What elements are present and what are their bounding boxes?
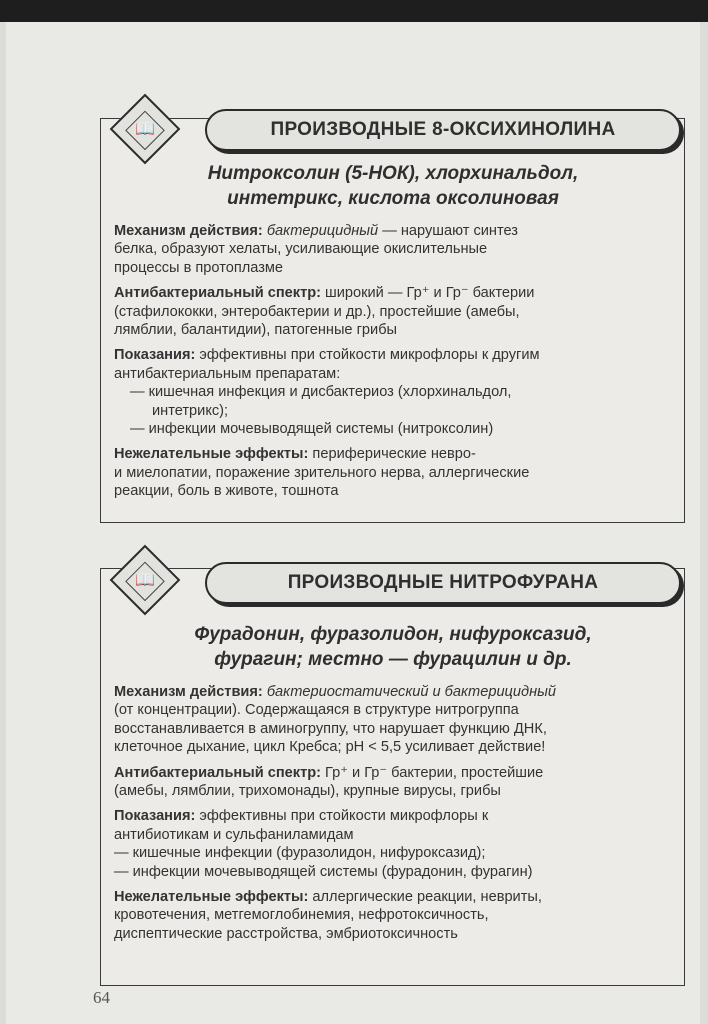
text: эффективны при стойкости микрофлоры к	[195, 808, 489, 825]
text: — кишечные инфекции (фуразолидон, нифуроксазид);	[114, 845, 486, 862]
indications-paragraph	[114, 807, 676, 844]
text: процессы в протоплазме	[114, 259, 284, 276]
term-label: Нежелательные эффекты:	[114, 889, 309, 906]
page-number: 64	[93, 988, 110, 1007]
text: реакции, боль в животе, тошнота	[114, 483, 339, 500]
text: периферические невро-	[308, 446, 476, 463]
text: — кишечная инфекция и дисбактериоз (хлорхинальдол,	[130, 384, 512, 401]
text: клеточное дыхание, цикл Кребса; pH < 5,5 усиливает действие!	[114, 739, 546, 756]
list-item	[114, 844, 676, 862]
section-body	[114, 222, 676, 501]
term-label: Нежелательные эффекты:	[114, 446, 309, 463]
drug-list-line: интетрикс, кислота оксолиновая	[227, 188, 559, 209]
drug-list	[108, 622, 678, 672]
section-title: ПРОИЗВОДНЫЕ 8-ОКСИХИНОЛИНА	[205, 109, 681, 151]
list-item	[114, 863, 676, 881]
drug-list-line: Нитроксолин (5-НОК), хлорхинальдол,	[207, 163, 579, 184]
section-title: ПРОИЗВОДНЫЕ НИТРОФУРАНА	[205, 562, 681, 604]
text: восстанавливается в аминогруппу, что нарушает функцию ДНК,	[114, 720, 547, 737]
text: Гр⁺ и Гр⁻ бактерии, простейшие	[321, 764, 544, 781]
text: широкий — Гр⁺ и Гр⁻ бактерии	[321, 285, 535, 302]
text: (стафилококки, энтеробактерии и др.), простейшие (амебы,	[114, 303, 520, 320]
list-item	[114, 383, 676, 401]
term-label: Показания:	[114, 347, 196, 364]
mechanism-paragraph	[114, 683, 676, 757]
text: кровотечения, метгемоглобинемия, нефротоксичность,	[114, 907, 489, 924]
text: интетрикс);	[152, 402, 229, 419]
spectrum-paragraph	[114, 764, 676, 801]
text: (от концентрации). Содержащаяся в структуре нитрогруппа	[114, 702, 519, 719]
section-body	[114, 683, 676, 943]
term-label: Антибактериальный спектр:	[114, 764, 321, 781]
text: лямблии, балантидии), патогенные грибы	[114, 322, 398, 339]
text: антибактериальным препаратам:	[114, 365, 341, 382]
term-label: Механизм действия:	[114, 223, 263, 239]
text: (амебы, лямблии, трихомонады), крупные вирусы, грибы	[114, 783, 501, 800]
indications-paragraph	[114, 346, 676, 383]
text: диспептические расстройства, эмбриотоксичность	[114, 925, 458, 942]
spectrum-paragraph	[114, 284, 676, 339]
term-label: Показания:	[114, 808, 196, 825]
text: антибиотикам и сульфаниламидам	[114, 826, 354, 843]
drug-list-line: Фурадонин, фуразолидон, нифуроксазид,	[194, 624, 592, 645]
scan-top-edge	[0, 0, 708, 22]
term-label: Антибактериальный спектр:	[114, 285, 321, 302]
list-item	[114, 420, 676, 438]
term-label: Механизм действия:	[114, 684, 263, 700]
adverse-paragraph	[114, 445, 676, 500]
italic-text: бактериостатический и бактерицидный	[262, 684, 556, 700]
text: эффективны при стойкости микрофлоры к другим	[195, 347, 540, 364]
text: и миелопатии, поражение зрительного нерва, аллергические	[114, 464, 530, 481]
text: — инфекции мочевыводящей системы (нитроксолин)	[130, 421, 494, 438]
mechanism-paragraph	[114, 222, 676, 277]
book-icon: 📖	[135, 119, 155, 138]
text: — инфекции мочевыводящей системы (фурадонин, фурагин)	[114, 863, 533, 880]
text: аллергические реакции, невриты,	[308, 889, 542, 906]
adverse-paragraph	[114, 888, 676, 943]
drug-list	[108, 161, 678, 211]
text: — нарушают синтез	[378, 223, 518, 239]
drug-list-line: фурагин; местно — фурацилин и др.	[214, 649, 572, 670]
italic-text: бактерицидный	[266, 223, 379, 239]
text: белка, образуют хелаты, усиливающие окислительные	[114, 241, 488, 258]
book-icon: 📖	[135, 570, 155, 589]
list-item-continuation	[114, 402, 676, 420]
